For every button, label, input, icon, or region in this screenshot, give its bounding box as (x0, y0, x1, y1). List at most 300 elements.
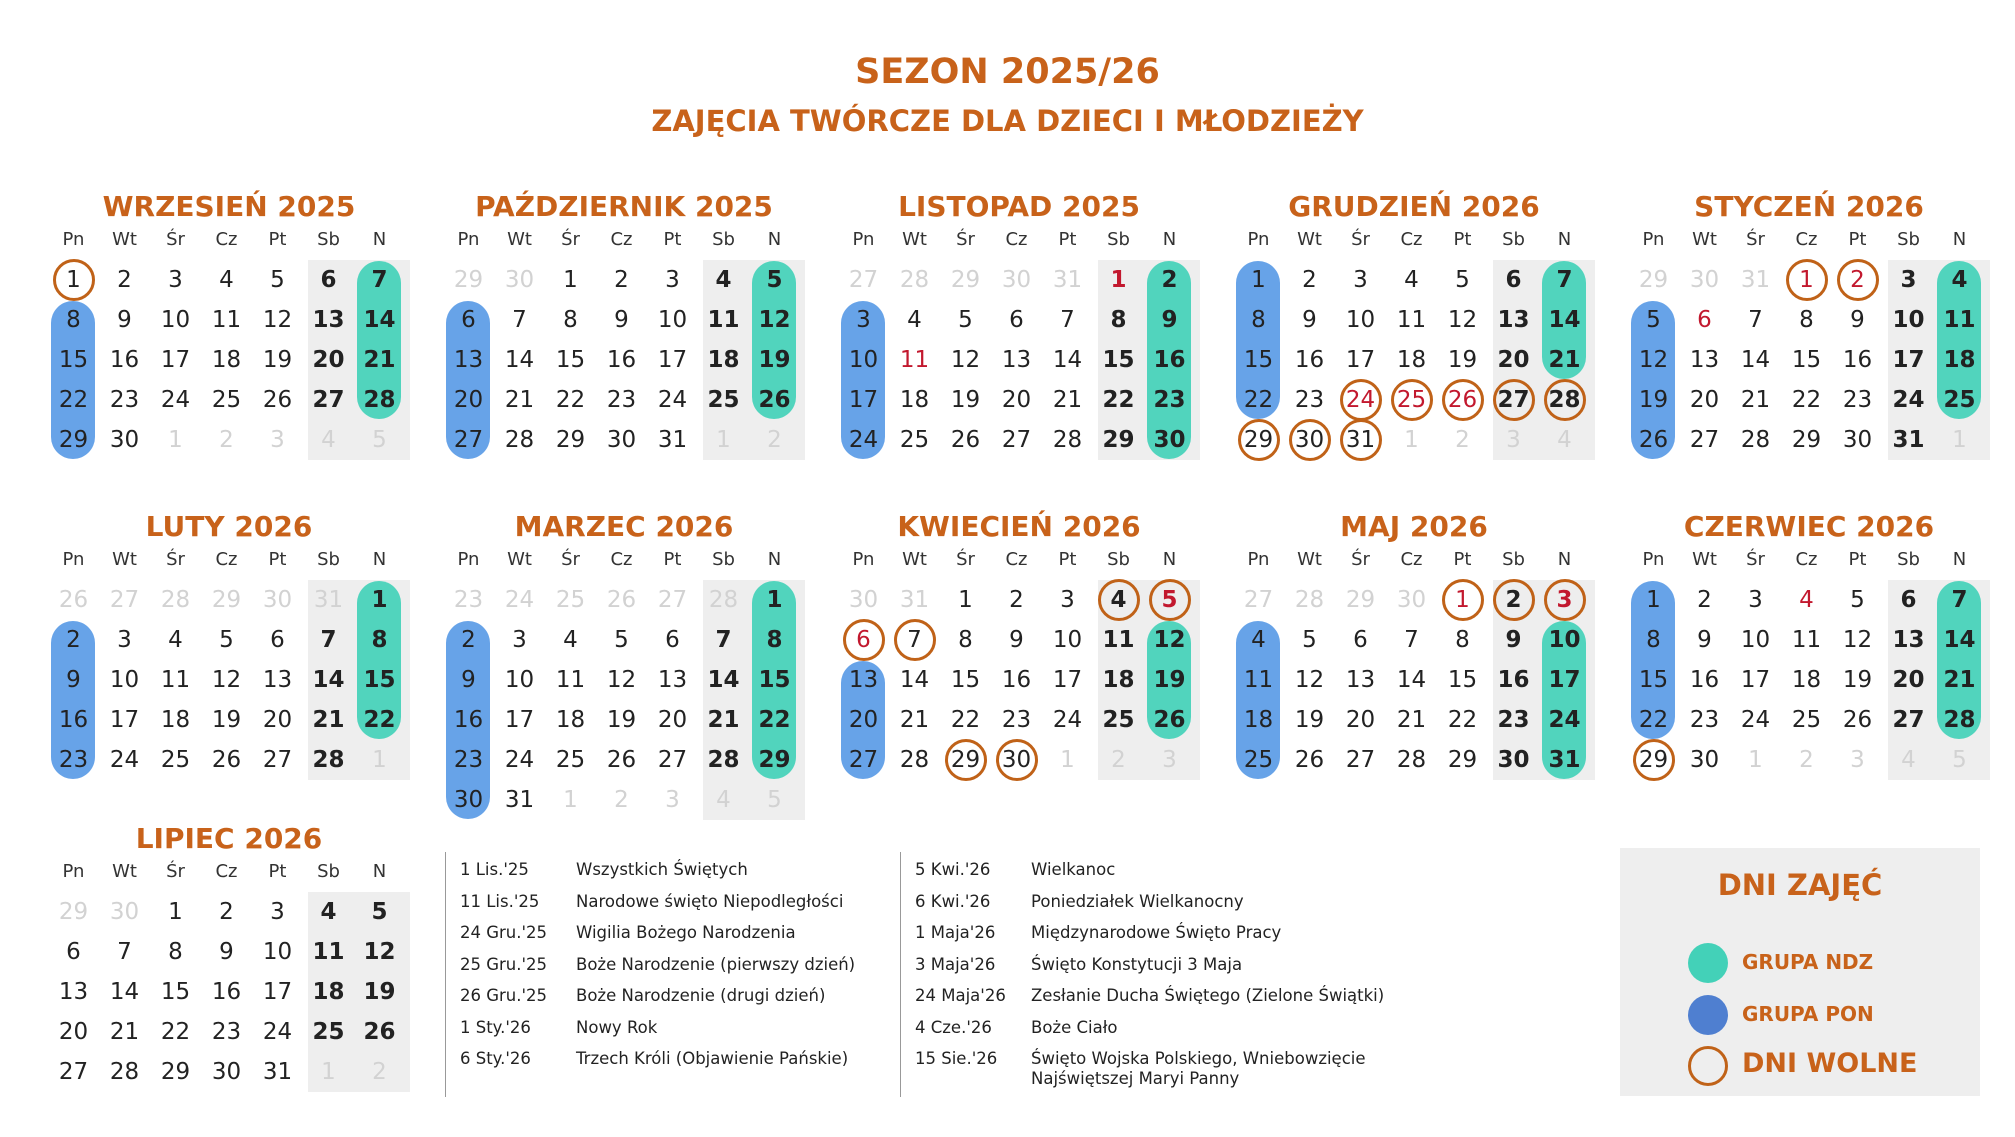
calendar-day: 24 (109, 747, 140, 773)
calendar-day: 22 (950, 707, 981, 733)
calendar-day: 30 (606, 427, 637, 453)
holiday-name: Zesłanie Ducha Świętego (Zielone Świątki) (1031, 986, 1385, 1005)
calendar-day: 31 (657, 427, 688, 453)
calendar-day: 2 (1161, 267, 1178, 293)
calendar-day: 29 (160, 1059, 191, 1085)
calendar-day: 25 (1396, 387, 1427, 413)
calendar-day: 28 (504, 427, 535, 453)
calendar-day: 1 (168, 899, 183, 925)
calendar-day: 13 (453, 347, 484, 373)
calendar-day: 30 (211, 1059, 242, 1085)
calendar-day: 9 (117, 307, 132, 333)
calendar-day: 29 (1638, 267, 1669, 293)
calendar-day: 20 (1345, 707, 1376, 733)
holiday-name: Nowy Rok (576, 1017, 658, 1037)
holiday-name: Wigilia Bożego Narodzenia (576, 923, 796, 942)
calendar-day: 19 (1638, 387, 1669, 413)
calendar-day: 15 (58, 347, 89, 373)
calendar-day: 14 (1052, 347, 1083, 373)
calendar-day: 9 (1505, 627, 1522, 653)
month-grid (1233, 548, 1595, 780)
calendar-day: 14 (363, 307, 396, 333)
weekday-header: Wt (1692, 229, 1717, 250)
calendar-day: 23 (1294, 387, 1325, 413)
calendar-day: 21 (504, 387, 535, 413)
calendar-day: 23 (211, 1019, 242, 1045)
calendar-day: 29 (555, 427, 586, 453)
month-name: MARZEC 2026 (514, 510, 734, 543)
calendar-day: 4 (907, 307, 922, 333)
calendar-day: 1 (1799, 267, 1814, 293)
calendar-day: 28 (109, 1059, 140, 1085)
weekday-header: Śr (166, 549, 185, 570)
calendar-day: 16 (453, 707, 484, 733)
calendar-day: 16 (1497, 667, 1530, 693)
calendar-day: 23 (1689, 707, 1720, 733)
calendar-day: 29 (58, 427, 89, 453)
calendar-day: 1 (958, 587, 973, 613)
calendar-day: 7 (715, 627, 732, 653)
calendar-day: 29 (1345, 587, 1376, 613)
calendar-day: 4 (1110, 587, 1127, 613)
holiday-date: 1 Maja'26 (915, 923, 996, 942)
calendar-day: 31 (1548, 747, 1581, 773)
calendar-day: 15 (1638, 667, 1669, 693)
calendar-day: 2 (66, 627, 81, 653)
weekday-header: Sb (1502, 229, 1525, 250)
weekday-header: Śr (956, 549, 975, 570)
calendar-day: 25 (555, 747, 586, 773)
calendar-day: 21 (899, 707, 930, 733)
calendar-day: 14 (312, 667, 345, 693)
calendar-day: 28 (1548, 387, 1581, 413)
calendar-day: 4 (320, 899, 337, 925)
calendar-day: 17 (504, 707, 535, 733)
calendar-day: 19 (1842, 667, 1873, 693)
weekday-header: Śr (561, 549, 580, 570)
calendar-day: 18 (1791, 667, 1822, 693)
holiday-date: 3 Maja'26 (915, 954, 996, 974)
calendar-day: 27 (1345, 747, 1376, 773)
calendar-day: 12 (1447, 307, 1478, 333)
calendar-day: 30 (262, 587, 293, 613)
calendar-day: 27 (657, 587, 688, 613)
calendar-day: 29 (1791, 427, 1822, 453)
calendar-day: 22 (1638, 707, 1669, 733)
calendar-day: 26 (1294, 747, 1325, 773)
calendar-day: 15 (1791, 347, 1822, 373)
calendar-day: 16 (211, 979, 242, 1005)
calendar-day: 29 (453, 267, 484, 293)
calendar-day: 7 (1404, 627, 1419, 653)
weekday-header: Cz (1400, 549, 1423, 570)
month-name: MAJ 2026 (1340, 510, 1488, 543)
calendar-day: 1 (168, 427, 183, 453)
calendar-day: 24 (1345, 387, 1376, 413)
calendar-day: 14 (1548, 307, 1581, 333)
weekday-header: Sb (1502, 549, 1525, 570)
weekday-header: Sb (1107, 229, 1130, 250)
month-grid (838, 548, 1200, 780)
holiday-name: Święto Wojska Polskiego, Wniebowzięcie Najświętszej Maryi Panny (1031, 1049, 1366, 1088)
calendar-day: 24 (1740, 707, 1771, 733)
month-grid (1628, 228, 1990, 460)
calendar-day: 3 (665, 267, 680, 293)
calendar-day: 9 (1161, 307, 1178, 333)
calendar-day: 12 (1153, 627, 1186, 653)
calendar-day: 17 (1740, 667, 1771, 693)
calendar-day: 25 (1102, 707, 1135, 733)
month-grid (48, 860, 410, 1092)
calendar-day: 31 (313, 587, 344, 613)
month-name: LUTY 2026 (145, 510, 313, 543)
calendar-day: 3 (512, 627, 527, 653)
calendar-day: 7 (1951, 587, 1968, 613)
calendar-day: 14 (109, 979, 140, 1005)
calendar-day: 12 (262, 307, 293, 333)
holiday-date: 4 Cze.'26 (915, 1017, 992, 1037)
calendar-day: 22 (758, 707, 791, 733)
calendar-day: 1 (1646, 587, 1661, 613)
calendar-day: 30 (1396, 587, 1427, 613)
calendar-day: 8 (766, 627, 783, 653)
weekday-header: Śr (1746, 229, 1765, 250)
calendar-day: 14 (504, 347, 535, 373)
calendar-day: 4 (1799, 587, 1814, 613)
calendar-day: 29 (211, 587, 242, 613)
calendar-day: 26 (1842, 707, 1873, 733)
holiday-list (445, 852, 1445, 1097)
calendar-day: 4 (1404, 267, 1419, 293)
calendar-day: 30 (504, 267, 535, 293)
holiday-date: 11 Lis.'25 (460, 891, 540, 911)
calendar-day: 7 (371, 267, 388, 293)
weekday-header: Pn (1247, 229, 1270, 250)
calendar-day: 6 (665, 627, 680, 653)
calendar-day: 28 (160, 587, 191, 613)
month-grid (1233, 228, 1595, 460)
weekday-header: Pn (62, 861, 85, 882)
weekday-header: Wt (1297, 549, 1322, 570)
month-block (838, 510, 1200, 825)
calendar-day: 4 (715, 267, 732, 293)
holiday-date: 5 Kwi.'26 (915, 860, 991, 879)
calendar-day: 19 (262, 347, 293, 373)
weekday-header: Pt (663, 549, 682, 570)
calendar-day: 30 (1689, 747, 1720, 773)
holiday-date: 26 Gru.'25 (460, 986, 548, 1005)
calendar-day: 19 (1447, 347, 1478, 373)
page-title: SEZON 2025/26 (855, 52, 1160, 92)
weekday-header: Pn (852, 229, 875, 250)
calendar-day: 26 (363, 1019, 396, 1045)
calendar-day: 8 (1251, 307, 1266, 333)
weekday-header: N (1162, 229, 1177, 250)
calendar-day: 8 (371, 627, 388, 653)
weekday-header: Pn (1642, 549, 1665, 570)
calendar-day: 27 (109, 587, 140, 613)
calendar-day: 30 (109, 899, 140, 925)
calendar-day: 9 (1697, 627, 1712, 653)
calendar-day: 3 (117, 627, 132, 653)
calendar-day: 22 (555, 387, 586, 413)
month-block (443, 510, 805, 825)
calendar-day: 13 (1345, 667, 1376, 693)
calendar-day: 30 (453, 787, 484, 813)
calendar-day: 27 (1243, 587, 1274, 613)
calendar-day: 25 (555, 587, 586, 613)
calendar-day: 28 (899, 747, 930, 773)
calendar-day: 8 (168, 939, 183, 965)
calendar-day: 7 (1748, 307, 1763, 333)
calendar-day: 12 (211, 667, 242, 693)
weekday-header: Wt (112, 861, 137, 882)
calendar-day: 10 (160, 307, 191, 333)
month-block (1628, 510, 1990, 825)
calendar-day: 4 (1557, 427, 1572, 453)
calendar-day: 12 (363, 939, 396, 965)
calendar-day: 4 (716, 787, 731, 813)
calendar-day: 18 (1396, 347, 1427, 373)
calendar-day: 3 (270, 427, 285, 453)
calendar-day: 21 (363, 347, 396, 373)
month-name: PAŹDZIERNIK 2025 (475, 190, 773, 223)
month-name: LISTOPAD 2025 (898, 190, 1140, 223)
calendar-day: 8 (1110, 307, 1127, 333)
calendar-day: 15 (758, 667, 791, 693)
calendar-day: 30 (1497, 747, 1530, 773)
month-grid (1628, 548, 1990, 780)
calendar-day: 24 (262, 1019, 293, 1045)
holiday-name: Narodowe święto Niepodległości (576, 891, 844, 911)
calendar-day: 1 (716, 427, 731, 453)
calendar-day: 11 (1943, 307, 1976, 333)
month-name: STYCZEŃ 2026 (1694, 190, 1924, 223)
weekday-header: Śr (561, 229, 580, 250)
calendar-day: 20 (848, 707, 879, 733)
calendar-day: 15 (1447, 667, 1478, 693)
calendar-day: 21 (1943, 667, 1976, 693)
calendar-day: 15 (555, 347, 586, 373)
calendar-day: 23 (453, 587, 484, 613)
weekday-header: Śr (1746, 549, 1765, 570)
calendar-day: 27 (848, 267, 879, 293)
calendar-day: 6 (270, 627, 285, 653)
holiday-name: Boże Narodzenie (drugi dzień) (576, 986, 826, 1005)
calendar-day: 26 (58, 587, 89, 613)
calendar-day: 19 (1294, 707, 1325, 733)
calendar-day: 13 (1689, 347, 1720, 373)
calendar-day: 3 (1506, 427, 1521, 453)
calendar-day: 1 (1110, 267, 1127, 293)
calendar-day: 24 (1548, 707, 1581, 733)
weekday-header: Pn (1642, 229, 1665, 250)
calendar-day: 2 (372, 1059, 387, 1085)
calendar-day: 14 (1740, 347, 1771, 373)
calendar-day: 23 (58, 747, 89, 773)
calendar-day: 5 (372, 427, 387, 453)
weekday-header: Wt (902, 549, 927, 570)
calendar-day: 12 (758, 307, 791, 333)
weekday-header: N (1557, 229, 1572, 250)
calendar-day: 1 (766, 587, 783, 613)
calendar-day: 27 (262, 747, 293, 773)
calendar-day: 3 (1556, 587, 1573, 613)
calendar-day: 7 (512, 307, 527, 333)
group-pon-label: GRUPA PON (1742, 1002, 1874, 1026)
weekday-header: Pn (457, 229, 480, 250)
calendar-day: 7 (320, 627, 337, 653)
weekday-header: Wt (112, 229, 137, 250)
days-off-label: DNI WOLNE (1742, 1048, 1918, 1079)
weekday-header: Pn (62, 229, 85, 250)
calendar-day: 17 (1548, 667, 1581, 693)
calendar-day: 26 (211, 747, 242, 773)
calendar-day: 28 (708, 587, 739, 613)
calendar-day: 2 (1505, 587, 1522, 613)
calendar-day: 13 (1892, 627, 1925, 653)
weekday-header: Wt (507, 229, 532, 250)
calendar-day: 24 (848, 427, 879, 453)
month-name: GRUDZIEŃ 2026 (1288, 190, 1540, 223)
calendar-day: 24 (504, 747, 535, 773)
calendar-day: 31 (262, 1059, 293, 1085)
calendar-day: 26 (950, 427, 981, 453)
calendar-day: 16 (1294, 347, 1325, 373)
calendar-day: 16 (58, 707, 89, 733)
calendar-day: 27 (453, 427, 484, 453)
calendar-day: 20 (262, 707, 293, 733)
calendar-day: 30 (1689, 267, 1720, 293)
calendar-day: 14 (1396, 667, 1427, 693)
weekday-header: N (1162, 549, 1177, 570)
calendar-day: 28 (1943, 707, 1976, 733)
calendar-day: 29 (1447, 747, 1478, 773)
calendar-day: 11 (160, 667, 191, 693)
calendar-day: 12 (950, 347, 981, 373)
calendar-day: 13 (58, 979, 89, 1005)
calendar-day: 3 (1060, 587, 1075, 613)
calendar-day: 18 (160, 707, 191, 733)
calendar-day: 15 (160, 979, 191, 1005)
calendar-day: 29 (58, 899, 89, 925)
calendar-day: 31 (1892, 427, 1925, 453)
holiday-date: 1 Sty.'26 (460, 1017, 531, 1037)
calendar-day: 6 (1900, 587, 1917, 613)
calendar-day: 23 (606, 387, 637, 413)
calendar-day: 4 (168, 627, 183, 653)
calendar-day: 13 (1497, 307, 1530, 333)
calendar-day: 3 (270, 899, 285, 925)
calendar-day: 11 (707, 307, 740, 333)
calendar-day: 14 (707, 667, 740, 693)
weekday-header: Śr (1351, 549, 1370, 570)
calendar-day: 30 (1153, 427, 1186, 453)
calendar-day: 9 (219, 939, 234, 965)
calendar-day: 30 (1842, 427, 1873, 453)
calendar-day: 27 (1001, 427, 1032, 453)
calendar-day: 25 (1791, 707, 1822, 733)
calendar-day: 10 (262, 939, 293, 965)
calendar-day: 5 (1952, 747, 1967, 773)
calendar-day: 6 (1697, 307, 1712, 333)
calendar-day: 10 (109, 667, 140, 693)
calendar-day: 18 (1943, 347, 1976, 373)
calendar-day: 17 (1052, 667, 1083, 693)
calendar-day: 5 (614, 627, 629, 653)
calendar-day: 20 (657, 707, 688, 733)
group-pon-swatch (1688, 995, 1728, 1035)
calendar-day: 24 (1892, 387, 1925, 413)
month-block (48, 510, 410, 825)
holiday-date: 1 Lis.'25 (460, 860, 529, 879)
weekday-header: Pt (1058, 229, 1077, 250)
calendar-day: 10 (1548, 627, 1581, 653)
holiday-name: Wszystkich Świętych (576, 860, 748, 879)
calendar-day: 29 (1243, 427, 1274, 453)
calendar-day: 28 (899, 267, 930, 293)
calendar-day: 21 (312, 707, 345, 733)
holiday-name: Boże Narodzenie (pierwszy dzień) (576, 954, 856, 974)
calendar-day: 22 (58, 387, 89, 413)
weekday-header: Cz (1005, 549, 1028, 570)
calendar-day: 6 (1505, 267, 1522, 293)
weekday-header: Pt (663, 229, 682, 250)
calendar-day: 21 (109, 1019, 140, 1045)
calendar-day: 2 (1455, 427, 1470, 453)
calendar-day: 17 (262, 979, 293, 1005)
holiday-name: Święto Konstytucji 3 Maja (1031, 954, 1243, 974)
weekday-header: Cz (1005, 229, 1028, 250)
weekday-header: Sb (712, 229, 735, 250)
calendar-day: 2 (1799, 747, 1814, 773)
calendar-day: 5 (1646, 307, 1661, 333)
days-off-ring-icon (1688, 1046, 1728, 1086)
weekday-header: Śr (166, 229, 185, 250)
calendar-day: 25 (1943, 387, 1976, 413)
weekday-header: Cz (610, 549, 633, 570)
calendar-day: 16 (1153, 347, 1186, 373)
calendar-day: 3 (168, 267, 183, 293)
calendar-day: 2 (461, 627, 476, 653)
holiday-date: 15 Sie.'26 (915, 1049, 998, 1068)
calendar-day: 3 (1162, 747, 1177, 773)
weekday-header: N (767, 229, 782, 250)
weekday-header: Wt (1297, 229, 1322, 250)
calendar-day: 17 (160, 347, 191, 373)
calendar-day: 30 (1294, 427, 1325, 453)
calendar-day: 2 (219, 427, 234, 453)
weekday-header: Pt (268, 229, 287, 250)
calendar-day: 1 (1748, 747, 1763, 773)
weekday-header: N (767, 549, 782, 570)
calendar-day: 22 (1791, 387, 1822, 413)
calendar-day: 13 (657, 667, 688, 693)
calendar-day: 21 (1740, 387, 1771, 413)
calendar-day: 17 (657, 347, 688, 373)
calendar-day: 5 (270, 267, 285, 293)
calendar-day: 10 (504, 667, 535, 693)
calendar-day: 21 (1548, 347, 1581, 373)
calendar-day: 22 (1447, 707, 1478, 733)
calendar-day: 26 (606, 747, 637, 773)
calendar-day: 8 (1646, 627, 1661, 653)
weekday-header: Cz (610, 229, 633, 250)
calendar-day: 4 (1251, 627, 1266, 653)
calendar-day: 10 (848, 347, 879, 373)
weekday-header: Cz (215, 229, 238, 250)
calendar-day: 15 (363, 667, 396, 693)
